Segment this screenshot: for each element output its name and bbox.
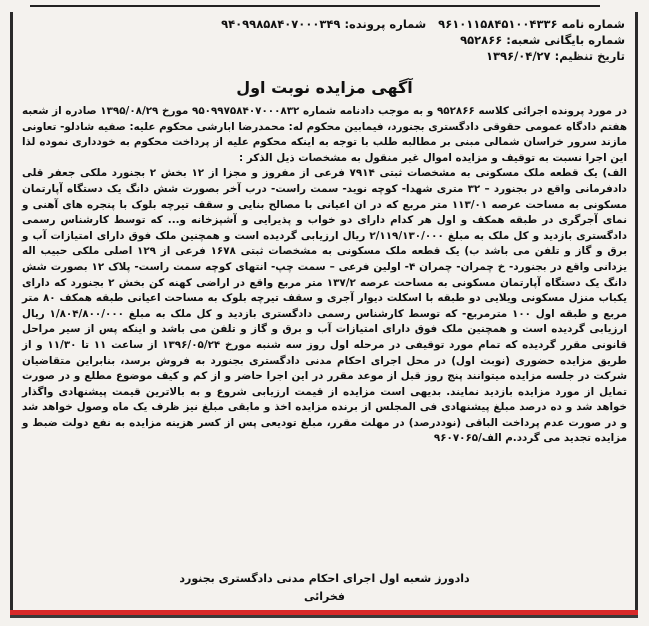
notice-paragraph-details: الف) یک قطعه ملک مسکونی به مشخصات ثبتی ۷۹۱۴ فرعی از مفروز و مجزا از ۱۲ بخش ۲ بجنورد ملکی جعفر قلی دادفرمانی واقع در بجنورد – ۳۲ متری شهدا- کوچه نوید- سمت راست- درب آخر بصورت شش دانگ یک دستگاه آپارتمان مسکونی به مساحت عرصه ۱۱۳/۰۱ متر مربع که در ان اعیانی با مصالح بنایی و سقف تیرچه بلوک با پنجره های آهنی و نمای آجرگری در طبقه همکف و اول هر کدام دارای دو خواب و پذیرایی و آشپزخانه و... که توسط کارشناس رسمی دادگستری بازدید و کل ملک به مبلغ ۲/۱۱۹/۱۳۰/۰۰۰ ریال ارزیابی گردیده است و همچنین ملک فوق دارای امتیازات آب و برق و گاز و تلفن می باشد ب) یک قطعه ملک مسکونی به مشخصات ثبتی ۱۶۷۸ فرعی از ۱۲۹ اصلی ملکی حبیب اله یزدانی واقع در بجنورد- خ چمران- چمران ۴- اولین فرعی – سمت چپ- انتهای کوچه سمت راست- پلاک ۱۲ بصورت شش دانگ یک دستگاه آپارتمان مسکونی به مساحت عرصه ۱۳۷/۲ متر مربع واقع در اراضی کهنه کن بخش ۲ بجنورد که دارای یکباب منزل مسکونی ویلایی دو طبقه با اسکلت دیوار آجری و سقف تیرچه بلوک به مساحت اعیانی طبقه همکف ۸۰ متر مربع و طبقه اول ۱۰۰ مترمربع- که توسط کارشناس رسمی دادگستری بازدید و کل ملک به مبلغ ۱/۸۰۴/۸۰۰/۰۰۰ ریال ارزیابی گردیده است و همچنین ملک فوق دارای امتیازات آب و برق و گاز و تلفن می باشد و اینکه پس از سیر مراحل قانونی مقرر گردیده که تمام مورد توقیفی در مرحله اول روز سه شنبه مورخ ۱۳۹۶/۰۵/۲۴ از ساعت ۱۱ تا ۱۱/۳۰ و از طریق مزایده حضوری (نوبت اول) در محل اجرای احکام مدنی دادگستری بجنورد به فروش برسد، بنابراین متقاضیان شرکت در جلسه مزایده میتوانند پنج روز قبل از موعد مقرر در این اجرا حاضر و از کم و کیف موضوع مطلع و در صورت تمایل از مورد مزایده بازدید نمایند. بدیهی است مزایده از قیمت ارزیابی شروع و به بالاترین قیمت پیشنهادی واگذار خواهد شد و ده درصد مبلغ پیشنهادی فی المجلس از برنده مزایده اخذ و مابقی مبلغ نیز ظرف یک ماه وصول خواهد شد و در صورت عدم پرداخت الباقی (نوددرصد) در مهلت مقرر، مبلغ تودیعی پس از کسر هزینه مزایده به نفع دولت ضبط و مزایده تجدید می گردد.م الف/۹۶۰۷۰۶۵ [22, 167, 627, 445]
date-line [221, 48, 625, 64]
bottom-dark-bar [10, 615, 638, 618]
signature-title: دادورز شعبه اول اجرای احکام مدنی دادگستری بجنورد [179, 572, 470, 585]
signature-block [0, 570, 649, 606]
notice-body [22, 104, 627, 447]
letter-number: ۹۶۱۰۱۱۵۸۴۵۱۰۰۴۳۳۶ [438, 17, 558, 31]
file-number: ۹۴۰۹۹۸۵۸۴۰۷۰۰۰۳۴۹ [221, 17, 341, 31]
file-number-label: شماره پرونده: [344, 17, 427, 31]
notice-paragraph-intro: در مورد پرونده اجرائی کلاسه ۹۵۲۸۶۶ و به موجب دادنامه شماره ۹۵۰۹۹۷۵۸۴۰۷۰۰۰۸۳۲ مورخ ۱۳۹۵/۰۸/۲۹ صادره از شعبه هفتم دادگاه عمومی حقوقی دادگستری بجنورد، فیمابین محکوم له: محمدرضا ابارشی محکوم علیه: صفیه شادلو- تعاونی مازند سرور خراسان شمالی مبنی بر مطالبه طلب با توجه به اینکه محکوم علیه از پرداخت محکوم به خودداری نموده لذا این اجرا نسبت به توقیف و مزایده اموال غیر منقول به مشخصات ذیل الذکر : [22, 105, 627, 164]
archive-number-line [221, 32, 625, 48]
archive-number: ۹۵۲۸۶۶ [460, 33, 503, 47]
letter-number-label: شماره نامه [561, 17, 625, 31]
top-rule [30, 5, 600, 7]
signature-name: فخرائی [303, 590, 345, 603]
date-label: تاریخ تنظیم: [554, 49, 625, 63]
letter-number-line [221, 16, 625, 32]
page-title: آگهی مزایده نوبت اول [236, 78, 413, 97]
document-header [221, 16, 625, 64]
archive-number-label: شماره بایگانی شعبه: [506, 33, 625, 47]
date-value: ۱۳۹۶/۰۴/۲۷ [486, 49, 551, 63]
